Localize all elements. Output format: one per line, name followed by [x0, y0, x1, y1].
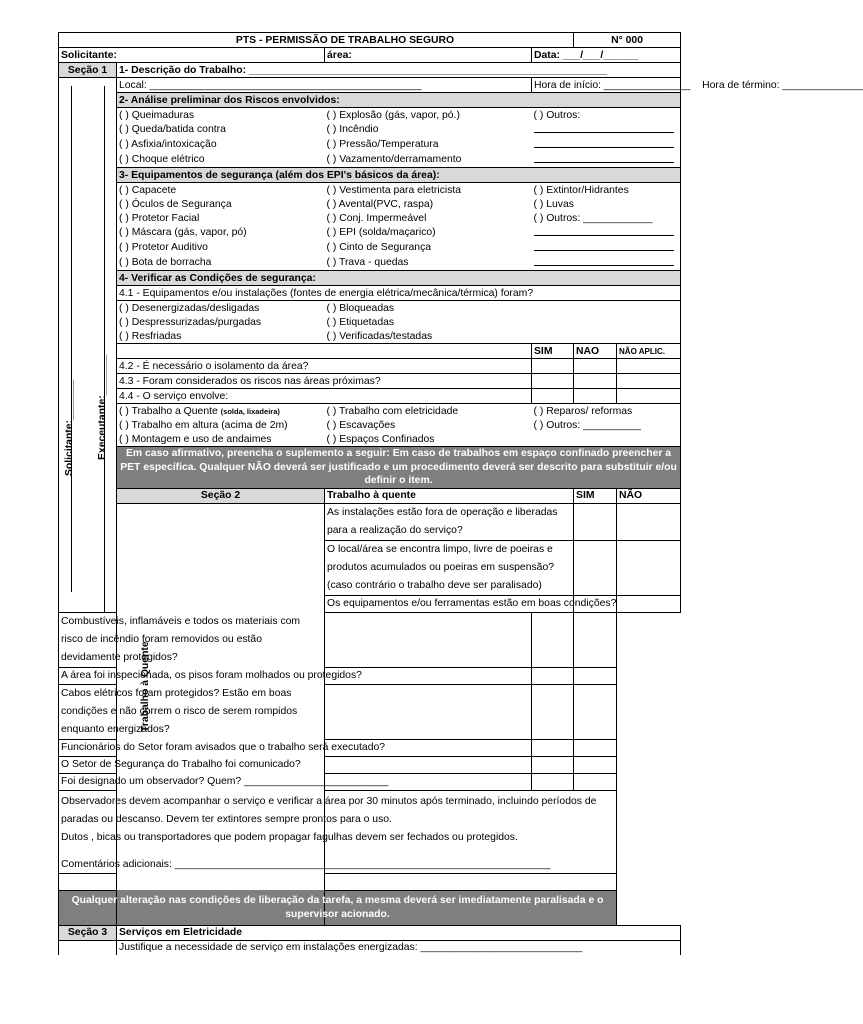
- risk-checkbox[interactable]: ( ) Outros:: [532, 108, 681, 123]
- side-requester-label: Solicitante:_______: [64, 379, 75, 476]
- col-nao-header: NAO: [574, 344, 617, 359]
- answer-na-cell[interactable]: [617, 389, 681, 404]
- local-field[interactable]: Local: _______________________________________________: [117, 78, 532, 93]
- equipment-other-line[interactable]: [532, 255, 681, 271]
- service-checkbox[interactable]: ( ) Trabalho com eletricidade: [326, 405, 459, 417]
- answer-na-cell[interactable]: [617, 374, 681, 389]
- answer-na-cell[interactable]: [574, 667, 617, 684]
- form-title: PTS - PERMISSÃO DE TRABALHO SEGURO: [59, 33, 574, 48]
- justify-field[interactable]: Justifique a necessidade de serviço em instalações energizadas: ____________________________: [117, 940, 681, 955]
- answer-na-cell[interactable]: [574, 739, 617, 756]
- section3-label: Seção 3: [59, 925, 117, 940]
- equipment-checkbox[interactable]: ( ) Protetor Facial: [117, 211, 325, 225]
- end-time-field: Hora de término: ______________: [702, 79, 863, 91]
- answer-sim-cell[interactable]: [532, 389, 574, 404]
- section1-side: [59, 78, 117, 613]
- risk-other-line[interactable]: [532, 152, 681, 168]
- hotwork-question: O Setor de Segurança do Trabalho foi comunicado?: [59, 756, 325, 773]
- service-checkbox[interactable]: ( ) Espaços Confinados: [326, 433, 435, 445]
- answer-header-spacer: [117, 344, 532, 359]
- answer-nao-cell[interactable]: [574, 374, 617, 389]
- verify-42-label: 4.2 - É necessário o isolamento da área?: [117, 359, 532, 374]
- equipment-checkbox[interactable]: ( ) Bota de borracha: [117, 255, 325, 271]
- permit-form: [58, 32, 863, 955]
- hotwork-question: Cabos elétricos foram protegidos? Estão em boas condições e não correm o risco de serem rompidos enquanto energizados?: [59, 684, 325, 739]
- equipment-checkbox[interactable]: ( ) Cinto de Segurança: [326, 242, 432, 253]
- comments-field[interactable]: Comentários adicionais: _________________________________________________________________: [59, 857, 617, 874]
- service-other-spacer: [532, 432, 681, 447]
- equipment-other-line[interactable]: [532, 240, 681, 255]
- verify-41-label: 4.1 - Equipamentos e/ou instalações (fontes de energia elétrica/mecânica/térmica) foram?: [117, 286, 681, 301]
- verify-43-label: 4.3 - Foram considerados os riscos nas áreas próximas?: [117, 374, 532, 389]
- answer-nao-cell[interactable]: [532, 739, 574, 756]
- section1-notice: Em caso afirmativo, preencha o suplemento a seguir: Em caso de trabalhos em espaço confinado preencher a PET específica. Qualquer NÃO deverá ser justificado e um procedimento deverá ser descrito para substituir e/ou definir o item.: [117, 447, 681, 489]
- verify-checkbox[interactable]: ( ) Resfriadas: [117, 329, 325, 344]
- hotwork-question: Os equipamentos e/ou ferramentas estão em boas condições?: [325, 595, 574, 612]
- risk-checkbox[interactable]: ( ) Pressão/Temperatura: [326, 139, 439, 150]
- section1-label: Seção 1: [59, 63, 117, 78]
- hotwork-question: A área foi inspecionada, os pisos foram molhados ou protegidos?: [59, 667, 325, 684]
- section2-warning: Qualquer alteração nas condições de liberação da tarefa, a mesma deverá ser imediatamente paralisada e o supervisor acionado.: [59, 890, 617, 925]
- work-description-field[interactable]: 1- Descrição do Trabalho: ______________________________________________________________: [117, 63, 681, 78]
- verify-title: 4- Verificar as Condições de segurança:: [117, 271, 681, 286]
- risk-checkbox[interactable]: ( ) Incêndio: [326, 124, 379, 135]
- equipment-other-line[interactable]: [532, 225, 681, 240]
- risk-checkbox[interactable]: ( ) Asfixia/intoxicação: [117, 137, 325, 152]
- equipment-title: 3- Equipamentos de segurança (além dos EPI's básicos da área):: [117, 168, 681, 183]
- answer-nao-cell[interactable]: [574, 389, 617, 404]
- answer-sim-cell[interactable]: [325, 756, 532, 773]
- hotwork-question: O local/área se encontra limpo, livre de poeiras e produtos acumulados ou poeiras em suspensão? (caso contrário o trabalho deve ser paralisado): [325, 540, 574, 595]
- risk-other-line[interactable]: [532, 137, 681, 152]
- service-checkbox[interactable]: ( ) Outros: __________: [532, 418, 681, 432]
- verify-checkbox[interactable]: ( ) Verificadas/testadas: [325, 329, 681, 344]
- s2-col-nao-header: NÃO: [617, 488, 681, 503]
- equipment-checkbox[interactable]: ( ) Máscara (gás, vapor, pó): [117, 225, 325, 240]
- equipment-checkbox[interactable]: ( ) Conj. Impermeável: [326, 212, 427, 224]
- equipment-checkbox[interactable]: ( ) Outros: ____________: [532, 211, 681, 225]
- answer-sim-cell[interactable]: [574, 540, 617, 595]
- col-na-header: NÃO APLIC.: [617, 344, 681, 359]
- equipment-checkbox[interactable]: ( ) EPI (solda/maçarico): [326, 227, 436, 238]
- answer-nao-cell[interactable]: [532, 667, 574, 684]
- service-checkbox[interactable]: ( ) Montagem e uso de andaimes: [117, 432, 325, 447]
- side-hotwork-label: Trabalho à Quente: [140, 640, 151, 732]
- equipment-checkbox[interactable]: ( ) Avental(PVC, raspa): [326, 198, 434, 210]
- answer-nao-cell[interactable]: [617, 503, 681, 540]
- equipment-checkbox[interactable]: ( ) Óculos de Segurança: [117, 197, 325, 211]
- start-time-field: Hora de início: _______________: [534, 79, 691, 91]
- answer-nao-cell[interactable]: [532, 612, 574, 667]
- section2-label: Seção 2: [117, 488, 325, 503]
- answer-na-cell[interactable]: [617, 359, 681, 374]
- service-checkbox[interactable]: ( ) Trabalho a Quente (solda, lixadeira): [117, 404, 325, 419]
- equipment-checkbox[interactable]: ( ) Vestimenta para eletricista: [326, 184, 462, 196]
- answer-nao-cell[interactable]: [617, 595, 681, 612]
- service-checkbox[interactable]: ( ) Trabalho em altura (acima de 2m): [117, 418, 325, 432]
- answer-sim-cell[interactable]: [325, 612, 532, 667]
- answer-na-cell[interactable]: [574, 612, 617, 667]
- equipment-checkbox[interactable]: ( ) Extintor/Hidrantes: [532, 183, 681, 198]
- permit-table: [58, 32, 863, 955]
- service-checkbox[interactable]: ( ) Reparos/ reformas: [532, 404, 681, 419]
- answer-na-cell[interactable]: [574, 684, 617, 739]
- risk-checkbox[interactable]: ( ) Queda/batida contra: [117, 122, 325, 137]
- answer-nao-cell[interactable]: [617, 540, 681, 595]
- answer-nao-cell[interactable]: [532, 773, 574, 790]
- answer-nao-cell[interactable]: [532, 684, 574, 739]
- answer-na-cell[interactable]: [574, 756, 617, 773]
- hotwork-question: Combustíveis, inflamáveis e todos os materiais com risco de incêndio foram removidos ou estão devidamente protegidos?: [59, 612, 325, 667]
- answer-sim-cell[interactable]: [532, 374, 574, 389]
- answer-sim-cell[interactable]: [325, 684, 532, 739]
- verify-checkbox[interactable]: ( ) Despressurizadas/purgadas: [117, 315, 325, 329]
- verify-44-label: 4.4 - O serviço envolve:: [117, 389, 532, 404]
- hotwork-question: As instalações estão fora de operação e liberadas para a realização do serviço?: [325, 503, 574, 540]
- risks-title: 2- Análise preliminar dos Riscos envolvidos:: [117, 93, 681, 108]
- area-field[interactable]: área:: [325, 48, 532, 63]
- time-fields[interactable]: [532, 78, 863, 93]
- risk-checkbox[interactable]: ( ) Queimaduras: [117, 108, 325, 123]
- equipment-checkbox[interactable]: ( ) Luvas: [532, 197, 681, 211]
- service-checkbox[interactable]: ( ) Escavações: [326, 419, 396, 431]
- hotwork-question[interactable]: Foi designado um observador? Quem? _________________________: [59, 773, 325, 790]
- s2-col-sim-header: SIM: [574, 488, 617, 503]
- side-executor-label: Execeutante:_______: [97, 354, 108, 460]
- answer-na-cell[interactable]: [574, 773, 617, 790]
- form-number: N° 000: [574, 33, 681, 48]
- requester-field[interactable]: Solicitante:: [59, 48, 325, 63]
- section2-title: Trabalho à quente: [325, 488, 574, 503]
- answer-nao-cell[interactable]: [532, 756, 574, 773]
- risk-other-line[interactable]: [532, 122, 681, 137]
- section3-side: [59, 940, 117, 955]
- hotwork-note-ducts: Dutos , bicas ou transportadores que podem propagar fagulhas devem ser fechados ou protegidos.: [61, 831, 518, 843]
- verify-checkbox[interactable]: ( ) Etiquetadas: [325, 315, 681, 329]
- answer-sim-cell[interactable]: [532, 359, 574, 374]
- verify-checkbox[interactable]: ( ) Desenergizadas/desligadas: [117, 301, 325, 316]
- verify-checkbox[interactable]: ( ) Bloqueadas: [325, 301, 681, 316]
- answer-nao-cell[interactable]: [574, 359, 617, 374]
- risk-checkbox[interactable]: ( ) Explosão (gás, vapor, pó.): [326, 109, 460, 121]
- col-sim-header: SIM: [532, 344, 574, 359]
- risk-checkbox[interactable]: ( ) Choque elétrico: [117, 152, 325, 168]
- answer-sim-cell[interactable]: [574, 503, 617, 540]
- equipment-checkbox[interactable]: ( ) Trava - quedas: [326, 257, 409, 268]
- section2-side: [117, 503, 325, 925]
- date-field[interactable]: Data: ___/___/______: [532, 48, 681, 63]
- hotwork-note-observers: Observadores devem acompanhar o serviço e verificar a área por 30 minutos após terminado, incluindo períodos de paradas ou descanso. Devem ter extintores sempre prontos para o uso.: [61, 795, 597, 825]
- equipment-checkbox[interactable]: ( ) Capacete: [117, 183, 325, 198]
- section3-title: Serviços em Eletricidade: [117, 925, 681, 940]
- equipment-checkbox[interactable]: ( ) Protetor Auditivo: [117, 240, 325, 255]
- risk-checkbox[interactable]: ( ) Vazamento/derramamento: [326, 154, 462, 165]
- hotwork-question: Funcionários do Setor foram avisados que o trabalho será executado?: [59, 739, 325, 756]
